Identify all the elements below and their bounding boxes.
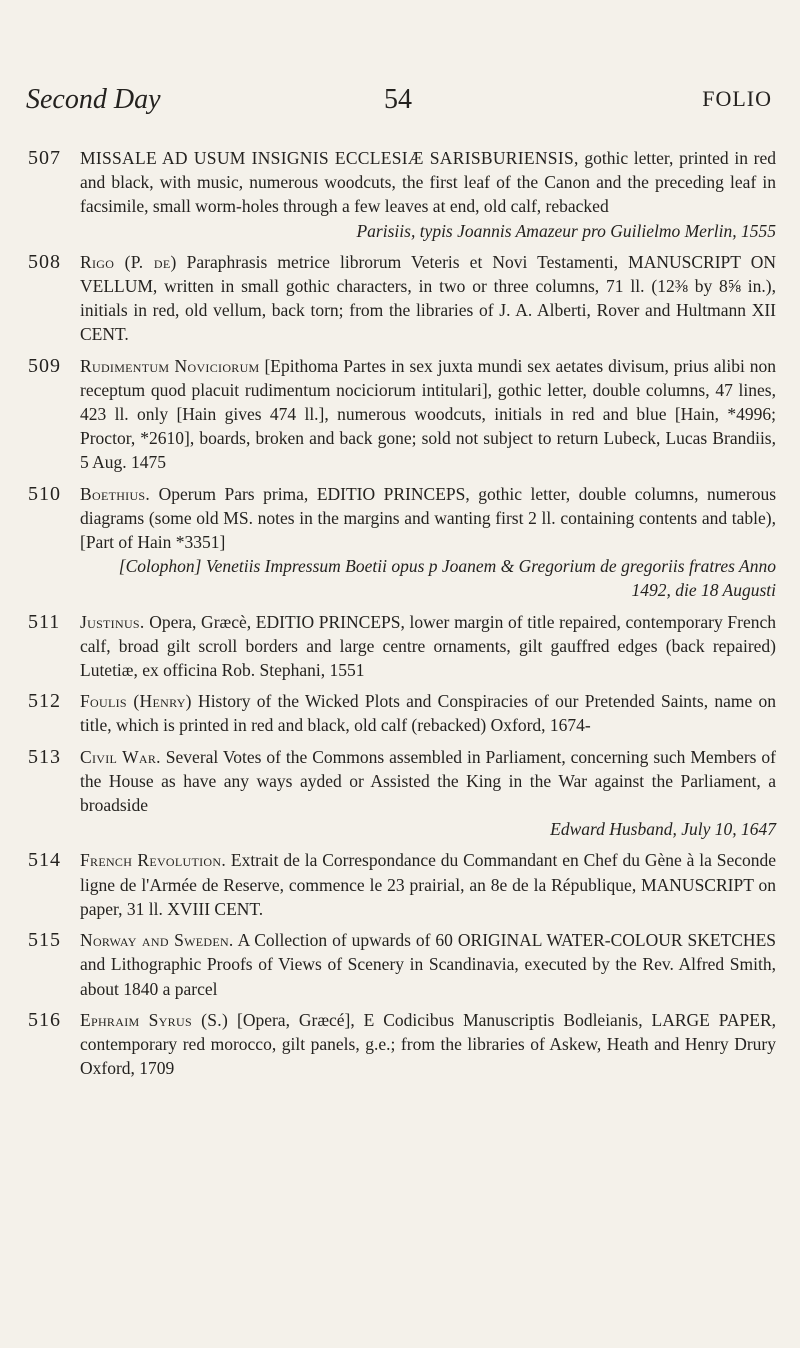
lot-entry	[0, 689, 800, 737]
lot-description	[80, 848, 776, 921]
lot-body: A Collection of upwards of 60 ORIGINAL WATER-COLOUR SKETCHES and Lithographic Proofs of Views of Scenery in Scandinavia, executed by the Rev. Alfred Smith, about 1840 a parcel	[80, 930, 776, 999]
lot-description	[80, 689, 776, 737]
lot-imprint: [Colophon] Venetiis Impressum Boetii opus p Joanem & Gregorium de gregoriis fratres Anno 1492, die 18 Augusti	[118, 556, 776, 601]
lot-body: Extrait de la Correspondance du Commandant en Chef du Gène à la Seconde ligne de l'Armée de Reserve, commence le 23 prairial, an 8e de la République, MANUSCRIPT on paper, 31 ll. XVIII CENT.	[80, 850, 776, 919]
lot-lead: MISSALE AD USUM INSIGNIS ECCLESIÆ SARISBURIENSIS,	[80, 148, 579, 168]
lot-lead: French Revolution.	[80, 850, 227, 871]
lot-lead: Civil War.	[80, 746, 161, 767]
lot-description	[80, 610, 776, 683]
lot-imprint: Parisiis, typis Joannis Amazeur pro Guilielmo Merlin, 1555	[356, 220, 776, 241]
lot-body: History of the Wicked Plots and Conspiracies of our Pretended Saints, name on title, which is printed in red and black, old calf (rebacked) Oxford, 1674-	[80, 691, 776, 736]
lot-imprint: Edward Husband, July 10, 1647	[550, 819, 776, 840]
lot-number: 515	[28, 929, 61, 952]
lot-number: 507	[28, 147, 61, 169]
lot-lead: Ephraim Syrus (S.)	[80, 1009, 229, 1030]
lot-description	[80, 354, 776, 475]
lot-description	[80, 146, 776, 219]
lot-number: 509	[28, 354, 61, 377]
lot-entry	[0, 610, 800, 683]
lot-body: Opera, Græcè, EDITIO PRINCEPS, lower margin of title repaired, contemporary French calf, broad gilt scroll borders and large centre ornaments, gilt gauffred edges (back repaired) Lutetiæ, ex officina Rob. Stephani, 1551	[80, 611, 776, 681]
running-head-left: Second Day	[26, 84, 161, 115]
lot-entry	[0, 928, 800, 1001]
lot-number: 511	[28, 610, 61, 633]
lot-body: Paraphrasis metrice librorum Veteris et Novi Testamenti, MANUSCRIPT ON VELLUM, written in small gothic characters, in two or three columns, 71 ll. (12⅜ by 8⅝ in.), initials in red, old vellum, back torn; from the libraries of J. A. Alberti, Rover and Hultmann XII CENT.	[80, 251, 776, 345]
lot-entry	[0, 848, 800, 921]
lot-description	[80, 250, 776, 347]
lot-body: gothic letter, printed in red and black, with music, numerous woodcuts, the first leaf of the Canon and the preceding leaf in facsimile, small worm-holes through a few leaves at end, old calf, rebacked	[80, 148, 776, 217]
lot-body: Operum Pars prima, EDITIO PRINCEPS, gothic letter, double columns, numerous diagrams (some old MS. notes in the margins and wanting first 2 ll. containing contents and table), [Part of Hain *3351]	[80, 483, 776, 553]
lot-number: 516	[28, 1008, 61, 1031]
lot-description	[80, 745, 776, 818]
lot-number: 508	[28, 250, 61, 273]
lot-lead: Justinus.	[80, 611, 145, 632]
lot-number: 514	[28, 849, 61, 872]
lot-entry	[0, 745, 800, 842]
lot-entry	[0, 482, 800, 603]
page-number: 54	[384, 84, 412, 115]
lot-description	[80, 928, 776, 1001]
running-head-right: FOLIO	[702, 86, 772, 111]
lot-entry	[0, 354, 800, 475]
lot-entry	[0, 250, 800, 347]
lot-body: [Opera, Græcé], E Codicibus Manuscriptis Bodleianis, LARGE PAPER, contemporary red morocco, gilt panels, g.e.; from the libraries of Askew, Heath and Henry Drury Oxford, 1709	[80, 1009, 776, 1079]
lot-body: [Epithoma Partes in sex juxta mundi sex aetates divisum, prius alibi non receptum quod placuit rudimentum nociciorum intitulari], gothic letter, double columns, 47 lines, 423 ll. only [Hain gives 474 ll.], numerous woodcuts, initials in red and blue [Hain, *4996; Proctor, *2610], boards, broken and back gone; sold not subject to return Lubeck, Lucas Brandiis, 5 Aug. 1475	[80, 355, 776, 473]
lot-lead: Foulis (Henry)	[80, 691, 192, 712]
lot-description	[80, 482, 776, 555]
page-header	[0, 84, 800, 120]
lot-lead: Rigo (P. de)	[80, 251, 177, 272]
lot-description	[80, 1008, 776, 1081]
lot-number: 510	[28, 482, 61, 505]
lot-number: 512	[28, 690, 61, 713]
lot-lead: Boethius.	[80, 483, 151, 504]
lot-list	[0, 146, 800, 1087]
lot-entry	[0, 1008, 800, 1081]
lot-body: Several Votes of the Commons assembled in Parliament, concerning such Members of the House as have any ways ayded or Assisted the King in the War against the Parliament, a broadside	[80, 746, 776, 816]
lot-lead: Norway and Sweden.	[80, 930, 234, 951]
lot-lead: Rudimentum Noviciorum	[80, 355, 260, 376]
lot-entry	[0, 146, 800, 243]
lot-number: 513	[28, 745, 61, 768]
